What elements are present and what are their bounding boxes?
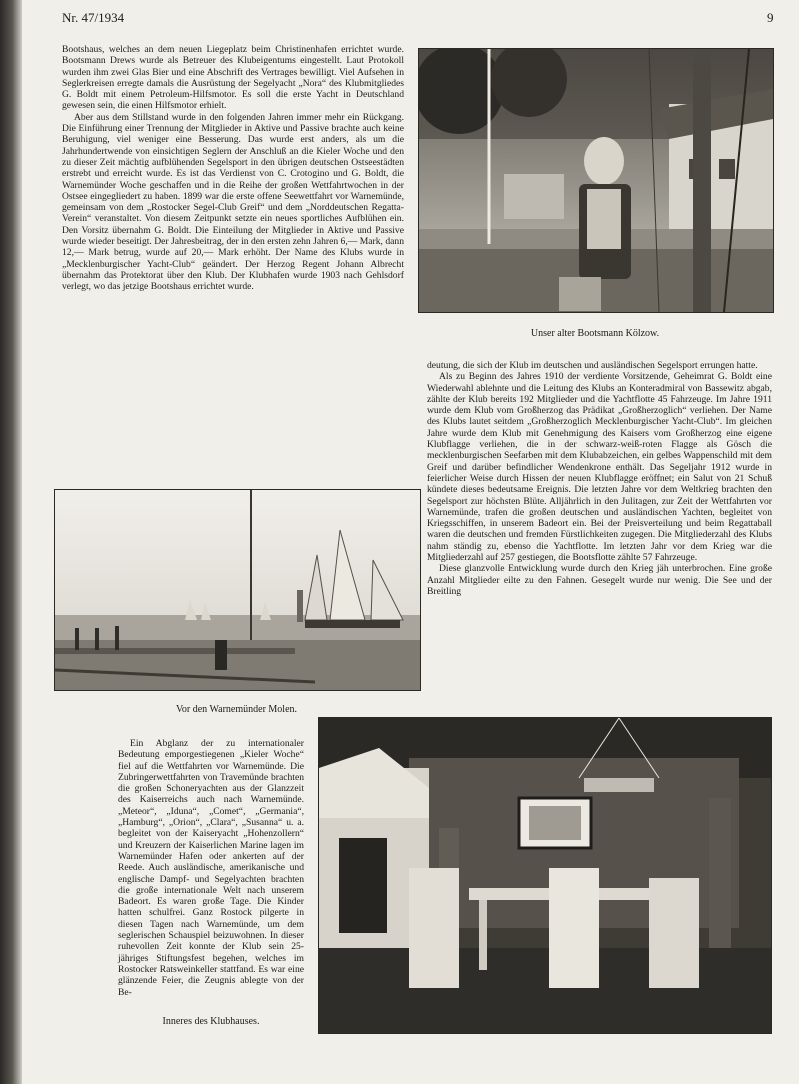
column-2-text: [427, 360, 772, 597]
paragraph: Als zu Beginn des Jahres 1910 der verdiente Vorsitzende, Geheimrat G. Boldt eine Wiederwahl ablehnte und die Leitung des Klubs an Konteradmiral von Bassewitz abgab, zählte der Klub bereits 192 Mitglieder und die Yachtflotte 45 Fahrzeuge. Im Jahre 1911 wurde dem Klub vom Großherzog das Prädikat „Großherzoglich“ verliehen. Der Name des Klubs lautet seitdem „Großherzoglich Mecklenburgischer Yacht-Club“. Im gleichen Jahre wurde dem Klub mit Genehmigung des Kaisers vom Großherzog eine eigene Klubflagge verliehen, die in der schwarz-weiß-roten Flagge als Gösch die mecklenburgischen Seefarben mit dem Klubabzeichen, ein gelbes Wappenschild mit dem Greif und darüber befindlicher Wendenkrone enthält. Das Segeljahr 1912 wurde in feierlicher Weise durch Hissen der neuen Klubflagge eröffnet; ein Salut von 21 Schuß kündete dieses bedeutsame Ereignis. Die letzten Jahre vor dem Weltkrieg brachten den Segelsport zur höchsten Blüte. Alljährlich in den Julitagen, zur Zeit der Wettfahrten vor Warnemünde, trafen die großen deutschen und ausländischen Yachten, begleitet von Kriegsschiffen, in unserem Badeort ein. Bei der Preisverteilung und beim Regattaball waren die deutschen und fremden Fürstlichkeiten zugegen. Die Mitgliederzahl des Klubs nahm ständig zu, ebenso die Yachtflotte. Im letzten Jahr vor dem Krieg war die Mitgliederzahl auf 257 gestiegen, die Bootsflotte zählte 57 Fahrzeuge.: [427, 371, 772, 564]
interior-photo: [318, 717, 772, 1034]
column-1-bottom-text: [118, 738, 304, 998]
paragraph: deutung, die sich der Klub im deutschen und ausländischen Segelsport errungen hatte.: [427, 360, 758, 371]
photo-interior-image: [319, 718, 771, 1033]
photo-boatsman-image: [419, 49, 773, 312]
paragraph: Aber aus dem Stillstand wurde in den folgenden Jahren immer mehr ein Rückgang. Die Einführung einer Trennung der Mitglieder in Aktive und Passive brachte auch keine Beruhigung, viel weniger eine Besserung. Das wurde erst anders, als um die Jahrhundertwende von einsichtigen Seglern der Anschluß an die Kieler Woche und den zu dieser Zeit mächtig aufblühenden Segelsport in den übrigen deutschen Ostseestädten erstrebt und erreicht wurde. Es ist das Verdienst von C. Crotogino und G. Boldt, die Warnemünder Woche geschaffen und in die Reihe der großen Wettfahrtwochen in der Ostsee eingegliedert zu haben. 1899 war die erste offene Seewettfahrt vor Warnemünde, gemeinsam von dem „Rostocker Segel-Club Greif“ und dem „Norddeutschen Regatta-Verein“ veranstaltet. Von diesem Zeitpunkt setzte ein neues sportliches Aufblühen ein. Den Vorsitz übernahm G. Boldt. Die Einteilung der Mitglieder in Aktive und Passive wurde wieder beseitigt. Der Jahresbeitrag, der in den ersten zehn Jahren 6,— Mark, dann 12,— Mark betrug, wurde auf 20,— Mark erhöht. Der Name des Klubs wurde in „Mecklenburgischer Yacht-Club“ geändert. Der Herzog Regent Johann Albrecht übernahm das Protektorat über den Klub. Der Klubhafen wurde 1903 nach Gehlsdorf verlegt, wo das jetzige Bootshaus errichtet wurde.: [62, 111, 404, 293]
paragraph: Diese glanzvolle Entwicklung wurde durch den Krieg jäh unterbrochen. Eine große Anzahl Mitglieder eilte zu den Fahnen. Gesegelt wurde nur wenig. Die See und der Breitling: [427, 563, 772, 597]
issue-number: Nr. 47/1934: [62, 10, 125, 25]
boatsman-caption: Unser alter Bootsmann Kölzow.: [530, 328, 660, 339]
photo-harbor-image: [55, 490, 420, 690]
harbor-caption: Vor den Warnemünder Molen.: [175, 704, 298, 715]
harbor-photo: [54, 489, 421, 691]
book-binding-edge: [0, 0, 22, 1084]
paragraph: Ein Abglanz der zu internationaler Bedeutung emporgestiegenen „Kieler Woche“ fiel auf die Wettfahrten vor Warnemünde. Die Zubringerwettfahrten von Travemünde brachten die großen Schoneryachten aus der Glanzzeit des Kaiserreichs auch nach Warnemünde. „Meteor“, „Iduna“, „Comet“, „Germania“, „Hamburg“, „Orion“, „Clara“, „Susanna“ u. a. begleitet von der Kaiseryacht „Hohenzollern“ und Kreuzern der Kaiserlichen Marine lagen im Warnemünder Hafen oder ankerten auf der Reede. Auch ausländische, amerikanische und englische Dampf- und Segelyachten brachten die große internationale Welt nach unserem Badeort. Es waren große Tage. Die Kinder hatten schulfrei. Ganz Rostock pilgerte in diesen Tagen nach Warnemünde, um dem seglerischen Schauspiel beizuwohnen. In dieser ruhevollen Zeit konnte der Klub sein 25-jähriges Stiftungsfest begehen, welches im Rostocker Ratsweinkeller stattfand. Es war eine glänzende Feier, die Zeugnis ablegte von der Be-: [118, 738, 304, 998]
paragraph: Bootshaus, welches an dem neuen Liegeplatz beim Christinenhafen errichtet wurde. Bootsmann Drews wurde als Betreuer des Klubeigentums eingestellt. Laut Protokoll wurden ihm zwei Glas Bier und eine Abschrift des Vertrages bewilligt. Viel Aufsehen in Seglerkreisen erregte damals die Ausrüstung der Segelyacht „Nora“ des Klubmitgliedes G. Boldt mit einem Petroleum-Hilfsmotor. Es soll die erste Yacht in Deutschland gewesen sein, die einen Hilfsmotor erhielt.: [62, 44, 404, 112]
page-number: 9: [767, 10, 774, 25]
boatsman-photo: [418, 48, 774, 313]
column-1-top-text: [62, 44, 404, 293]
klubhaus-caption: Inneres des Klubhauses.: [162, 1016, 260, 1027]
